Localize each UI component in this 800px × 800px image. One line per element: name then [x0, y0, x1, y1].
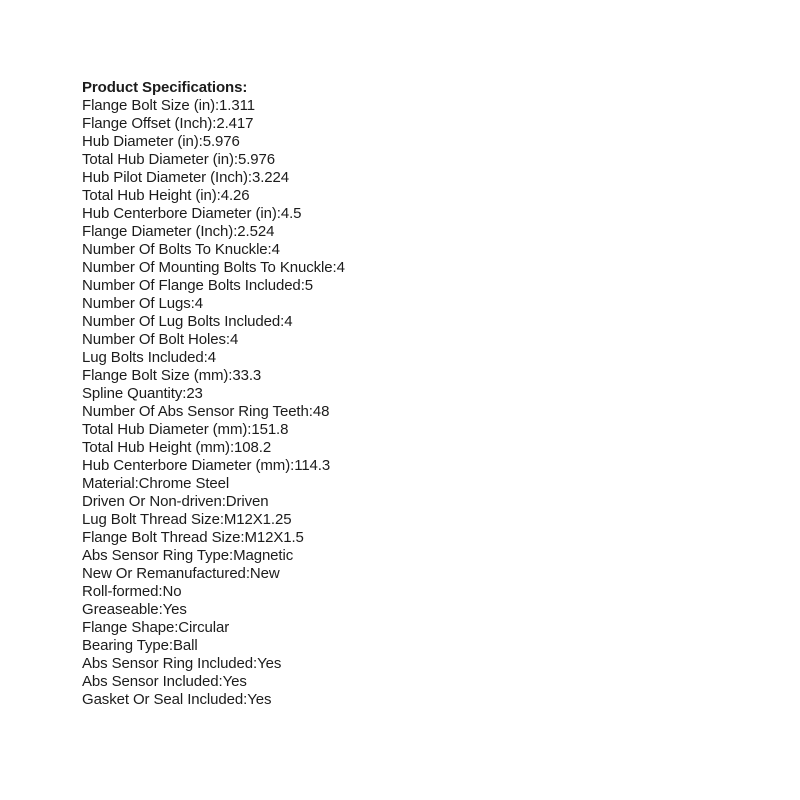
spec-separator: : — [158, 583, 163, 600]
spec-separator: : — [225, 331, 230, 348]
spec-label: Hub Centerbore Diameter (mm) — [82, 457, 291, 474]
spec-value: 4 — [271, 241, 280, 258]
spec-label: Total Hub Diameter (in) — [82, 151, 234, 168]
spec-row — [82, 421, 345, 439]
spec-separator: : — [174, 619, 179, 636]
spec-value: 2.417 — [216, 115, 254, 132]
spec-label: Abs Sensor Ring Type — [82, 547, 229, 564]
spec-label: Hub Diameter (in) — [82, 133, 199, 150]
spec-value: Yes — [162, 601, 187, 618]
spec-separator: : — [219, 511, 224, 528]
spec-row — [82, 115, 345, 133]
spec-row — [82, 565, 345, 583]
spec-label: Abs Sensor Ring Included — [82, 655, 254, 672]
spec-row — [82, 529, 345, 547]
spec-label: Abs Sensor Included — [82, 673, 219, 690]
spec-separator: : — [228, 547, 234, 564]
spec-row — [82, 187, 345, 205]
spec-value: 5.976 — [202, 133, 240, 150]
spec-row — [82, 493, 345, 511]
spec-value: 108.2 — [234, 439, 272, 456]
spec-label: Total Hub Height (in) — [82, 187, 217, 204]
spec-label: Number Of Flange Bolts Included — [82, 277, 301, 294]
spec-value: 151.8 — [251, 421, 289, 438]
spec-value: 4 — [336, 259, 345, 276]
specifications-list — [82, 97, 345, 709]
spec-row — [82, 619, 345, 637]
spec-separator: : — [203, 349, 208, 366]
spec-value: 4.26 — [220, 187, 250, 204]
spec-value: Yes — [257, 655, 282, 672]
spec-value: Yes — [222, 673, 247, 690]
spec-separator: : — [158, 601, 163, 618]
spec-value: Magnetic — [233, 547, 294, 564]
spec-separator: : — [198, 133, 203, 150]
spec-row — [82, 673, 345, 691]
spec-separator: : — [247, 169, 252, 186]
spec-row — [82, 151, 345, 169]
spec-row — [82, 385, 345, 403]
spec-row — [82, 457, 345, 475]
spec-row — [82, 97, 345, 115]
spec-row — [82, 133, 345, 151]
spec-label: Total Hub Height (mm) — [82, 439, 230, 456]
spec-label: Gasket Or Seal Included — [82, 691, 244, 708]
spec-value: 33.3 — [232, 367, 262, 384]
spec-value: 4 — [207, 349, 216, 366]
spec-value: M12X1.5 — [244, 529, 304, 546]
spec-label: Number Of Lugs — [82, 295, 191, 312]
spec-value: 5.976 — [238, 151, 276, 168]
spec-label: Greaseable — [82, 601, 159, 618]
spec-label: Hub Centerbore Diameter (in) — [82, 205, 277, 222]
spec-row — [82, 331, 345, 349]
spec-value: 4.5 — [280, 205, 302, 222]
spec-separator: : — [247, 421, 252, 438]
spec-value: 23 — [186, 385, 203, 402]
spec-separator: : — [228, 367, 233, 384]
spec-separator: : — [245, 565, 250, 582]
spec-label: Material — [82, 475, 135, 492]
spec-row — [82, 349, 345, 367]
spec-label: Number Of Bolt Holes — [82, 331, 226, 348]
specifications-title: Product Specifications: — [82, 79, 248, 96]
spec-value: Chrome Steel — [138, 475, 230, 492]
spec-row — [82, 439, 345, 457]
spec-row — [82, 313, 345, 331]
spec-separator: : — [214, 97, 220, 114]
spec-separator: : — [233, 223, 238, 240]
spec-value: Circular — [178, 619, 230, 636]
spec-row — [82, 277, 345, 295]
spec-separator: : — [267, 241, 272, 258]
spec-row — [82, 403, 345, 421]
spec-label: Lug Bolt Thread Size — [82, 511, 220, 528]
spec-row — [82, 547, 345, 565]
spec-separator: : — [240, 529, 245, 546]
spec-label: Number Of Mounting Bolts To Knuckle — [82, 259, 333, 276]
spec-value: 4 — [229, 331, 239, 348]
spec-value: 4 — [194, 295, 203, 312]
spec-value: 4 — [284, 313, 293, 330]
spec-separator: : — [300, 277, 305, 294]
spec-row — [82, 475, 345, 493]
spec-row — [82, 259, 345, 277]
spec-label: Spline Quantity — [82, 385, 183, 402]
spec-separator: : — [253, 655, 258, 672]
spec-label: Flange Bolt Size (mm) — [82, 367, 229, 384]
spec-row — [82, 241, 345, 259]
spec-separator: : — [134, 475, 139, 492]
spec-separator: : — [212, 115, 217, 132]
spec-separator: : — [243, 691, 248, 708]
spec-row — [82, 601, 345, 619]
spec-separator: : — [218, 673, 223, 690]
spec-row — [82, 637, 345, 655]
spec-row — [82, 691, 345, 709]
spec-label: Flange Shape — [82, 619, 175, 636]
spec-separator: : — [276, 205, 281, 222]
spec-row — [82, 205, 345, 223]
spec-label: Hub Pilot Diameter (Inch) — [82, 169, 248, 186]
spec-separator: : — [229, 439, 235, 456]
spec-separator: : — [190, 295, 195, 312]
spec-row — [82, 169, 345, 187]
spec-separator: : — [221, 493, 226, 510]
spec-separator: : — [332, 259, 337, 276]
spec-separator: : — [280, 313, 285, 330]
spec-row — [82, 655, 345, 673]
spec-label: Flange Diameter (Inch) — [82, 223, 234, 240]
spec-separator: : — [308, 403, 313, 420]
spec-label: Total Hub Diameter (mm) — [82, 421, 248, 438]
spec-label: New Or Remanufactured — [82, 565, 246, 582]
spec-label: Bearing Type — [82, 637, 169, 654]
spec-label: Number Of Bolts To Knuckle — [82, 241, 268, 258]
spec-label: Roll-formed — [82, 583, 159, 600]
spec-row — [82, 295, 345, 313]
spec-separator: : — [216, 187, 221, 204]
spec-label: Flange Offset (Inch) — [82, 115, 213, 132]
spec-separator: : — [168, 637, 173, 654]
spec-value: Ball — [173, 637, 198, 654]
spec-value: No — [162, 583, 182, 600]
spec-row — [82, 583, 345, 601]
spec-value: 1.311 — [219, 97, 255, 114]
spec-value: 48 — [312, 403, 330, 420]
spec-label: Flange Bolt Thread Size — [82, 529, 241, 546]
spec-row — [82, 511, 345, 529]
spec-value: 2.524 — [237, 223, 275, 240]
spec-value: M12X1.25 — [223, 511, 292, 528]
spec-label: Number Of Abs Sensor Ring Teeth — [82, 403, 309, 420]
spec-separator: : — [233, 151, 238, 168]
spec-value: New — [249, 565, 280, 582]
spec-label: Flange Bolt Size (in) — [82, 97, 215, 114]
spec-separator: : — [290, 457, 295, 474]
spec-row — [82, 223, 345, 241]
spec-row — [82, 367, 345, 385]
spec-value: Driven — [225, 493, 269, 510]
spec-value: 3.224 — [251, 169, 290, 186]
spec-label: Lug Bolts Included — [82, 349, 204, 366]
spec-label: Driven Or Non-driven — [82, 493, 222, 510]
spec-value: Yes — [247, 691, 272, 708]
spec-value: 114.3 — [294, 457, 331, 474]
spec-separator: : — [182, 385, 187, 402]
spec-value: 5 — [304, 277, 314, 294]
product-specifications-block — [82, 79, 345, 709]
spec-label: Number Of Lug Bolts Included — [82, 313, 281, 330]
